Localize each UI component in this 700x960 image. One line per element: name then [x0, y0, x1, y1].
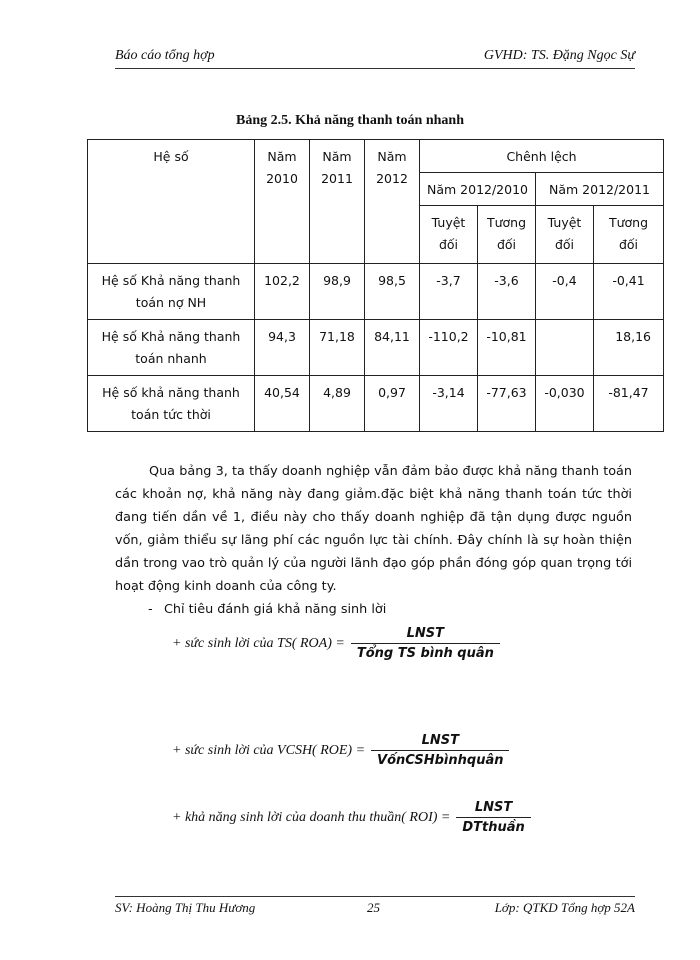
col-header-diff: Chênh lệch	[420, 140, 664, 173]
col-header-2010: Năm 2010	[255, 140, 310, 264]
header-left: Báo cáo tổng hợp	[115, 48, 215, 63]
page-footer	[115, 896, 635, 917]
bullet-dash: -	[148, 602, 153, 617]
cell: 0,97	[365, 376, 420, 432]
cell: -10,81	[478, 320, 536, 376]
formula-roi	[172, 800, 531, 835]
header-right: GVHD: TS. Đặng Ngọc Sự	[483, 48, 635, 63]
fraction	[351, 626, 500, 661]
row-label: Hệ số Khả năng thanh toán nhanh	[88, 320, 255, 376]
sub-rel-2: Tương đối	[594, 206, 664, 264]
cell: 94,3	[255, 320, 310, 376]
table-title: Bảng 2.5. Khả năng thanh toán nhanh	[236, 113, 464, 128]
numerator: LNST	[474, 800, 513, 815]
cell: -3,14	[420, 376, 478, 432]
footer-student: SV: Hoàng Thị Thu Hương	[115, 900, 256, 915]
cell: -3,6	[478, 264, 536, 320]
sub-abs-1: Tuyệt đối	[420, 206, 478, 264]
denominator: DTthuần	[456, 817, 530, 835]
cell: -3,7	[420, 264, 478, 320]
formula-lhs: + khả năng sinh lời của doanh thu thuần( ROI) =	[172, 809, 451, 825]
cell: 98,5	[365, 264, 420, 320]
cell: -81,47	[594, 376, 664, 432]
cell: -110,2	[420, 320, 478, 376]
col-header-coef: Hệ số	[88, 140, 255, 264]
numerator: LNST	[406, 626, 445, 641]
table-row	[88, 376, 664, 432]
liquidity-table	[87, 139, 664, 432]
fraction	[371, 733, 509, 768]
cell: -0,4	[536, 264, 594, 320]
sub-abs-2: Tuyệt đối	[536, 206, 594, 264]
page-header	[115, 46, 635, 69]
period-2012-2010: Năm 2012/2010	[420, 173, 536, 206]
denominator: VốnCSHbìnhquân	[371, 750, 509, 768]
cell	[536, 320, 594, 376]
formula-lhs: + sức sinh lời của VCSH( ROE) =	[172, 742, 366, 758]
col-header-2012: Năm 2012	[365, 140, 420, 264]
col-header-2011: Năm 2011	[310, 140, 365, 264]
bullet-text: Chỉ tiêu đánh giá khả năng sinh lời	[164, 602, 387, 617]
formula-roe	[172, 733, 509, 768]
page-number: 25	[367, 900, 380, 915]
table-row	[88, 264, 664, 320]
row-label: Hệ số khả năng thanh toán tức thời	[88, 376, 255, 432]
cell: 98,9	[310, 264, 365, 320]
sub-rel-1: Tương đối	[478, 206, 536, 264]
cell: 71,18	[310, 320, 365, 376]
bullet-item	[148, 602, 386, 617]
cell: -0,030	[536, 376, 594, 432]
cell: 102,2	[255, 264, 310, 320]
cell: 4,89	[310, 376, 365, 432]
fraction	[456, 800, 530, 835]
cell: 40,54	[255, 376, 310, 432]
cell: 18,16	[594, 320, 664, 376]
numerator: LNST	[421, 733, 459, 748]
formula-lhs: + sức sinh lời của TS( ROA) =	[172, 635, 345, 651]
cell: -0,41	[594, 264, 664, 320]
analysis-paragraph: Qua bảng 3, ta thấy doanh nghiệp vẫn đảm bảo được khả năng thanh toán các khoản nợ, khả năng này đang giảm.đặc biệt khả năng thanh toán tức thời đang tiến dần về 1, điều này cho thấy doanh nghiệp đã tận dụng được nguồn vốn, giảm thiểu sự lãng phí các nguồn lực tài chính. Đây chính là sự hoàn thiện dần trong vao trò quản lý của người lãnh đạo góp phần đóng góp quan trọng tới hoạt động kinh doanh của công ty.	[115, 464, 632, 594]
cell: 84,11	[365, 320, 420, 376]
period-2012-2011: Năm 2012/2011	[536, 173, 664, 206]
footer-class: Lớp: QTKD Tổng hợp 52A	[494, 900, 635, 915]
cell: -77,63	[478, 376, 536, 432]
formula-roa	[172, 626, 500, 661]
row-label: Hệ số Khả năng thanh toán nợ NH	[88, 264, 255, 320]
denominator: Tổng TS bình quân	[351, 643, 500, 661]
table-row	[88, 320, 664, 376]
